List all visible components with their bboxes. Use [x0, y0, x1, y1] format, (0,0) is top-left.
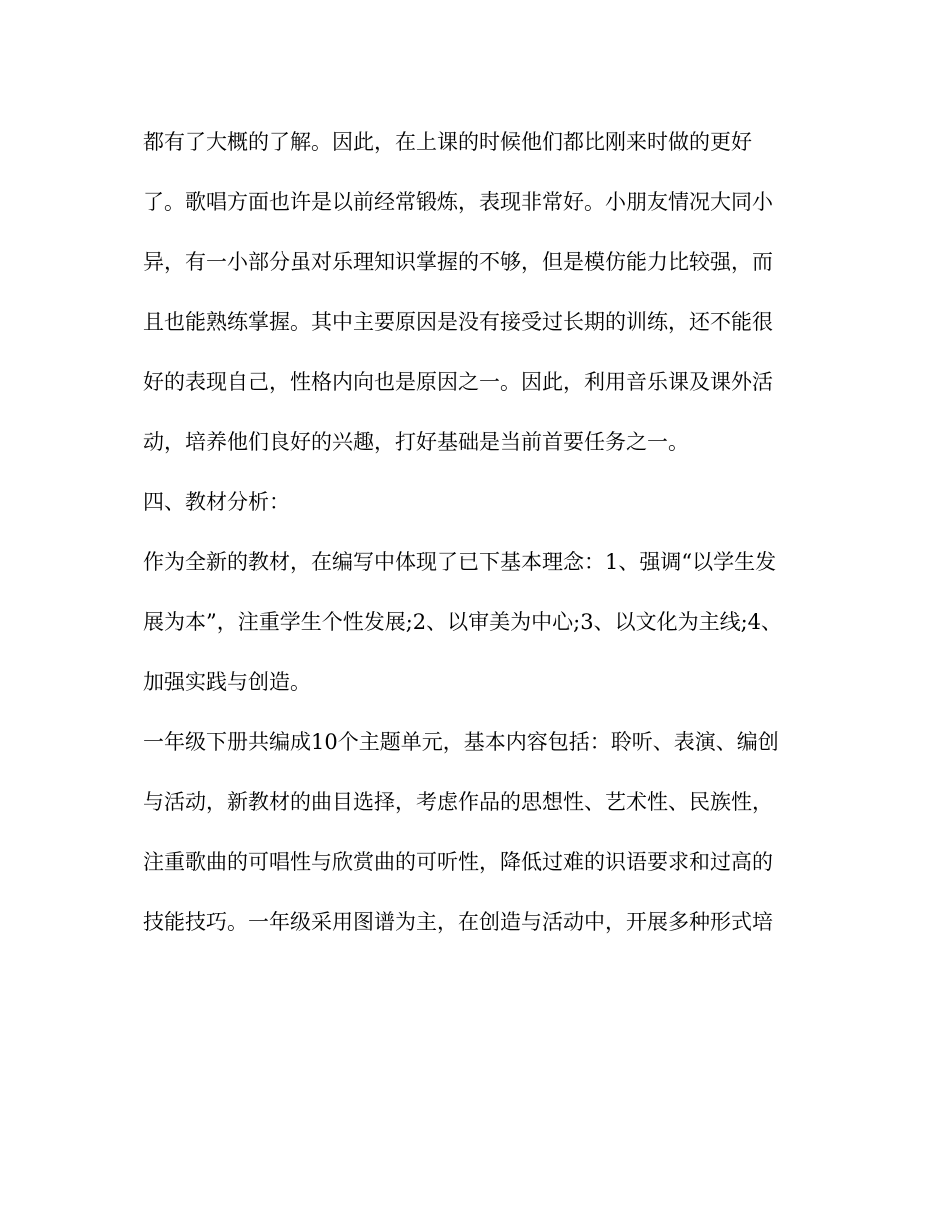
- text-line: 动，培养他们良好的兴趣，打好基础是当前首要任务之一。: [143, 430, 689, 454]
- text-line: 与活动，新教材的曲目选择，考虑作品的思想性、艺术性、民族性，: [143, 790, 773, 814]
- text-line: 技能技巧。一年级采用图谱为主，在创造与活动中，开展多种形式培: [143, 910, 773, 934]
- text-line: 异，有一小部分虽对乐理知识掌握的不够，但是模仿能力比较强，而: [143, 250, 773, 274]
- text-line: 都有了大概的了解。因此，在上课的时候他们都比刚来时做的更好: [143, 130, 752, 154]
- text-line: 加强实践与创造。: [143, 670, 311, 694]
- text-line: 且也能熟练掌握。其中主要原因是没有接受过长期的训练，还不能很: [143, 310, 773, 334]
- text-line: 展为本”，注重学生个性发展;2、以审美为中心;3、以文化为主线;4、: [143, 610, 783, 634]
- text-line: 好的表现自己，性格内向也是原因之一。因此，利用音乐课及课外活: [143, 370, 773, 394]
- text-line: 作为全新的教材，在编写中体现了已下基本理念：1、强调“以学生发: [143, 550, 777, 574]
- text-line: 一年级下册共编成10个主题单元，基本内容包括：聆听、表演、编创: [143, 730, 779, 754]
- section-heading: 四、教材分析：: [143, 490, 290, 514]
- body-text: [143, 118, 813, 958]
- text-line: 注重歌曲的可唱性与欣赏曲的可听性，降低过难的识语要求和过高的: [143, 850, 773, 874]
- text-line: 了。歌唱方面也许是以前经常锻炼，表现非常好。小朋友情况大同小: [143, 190, 773, 214]
